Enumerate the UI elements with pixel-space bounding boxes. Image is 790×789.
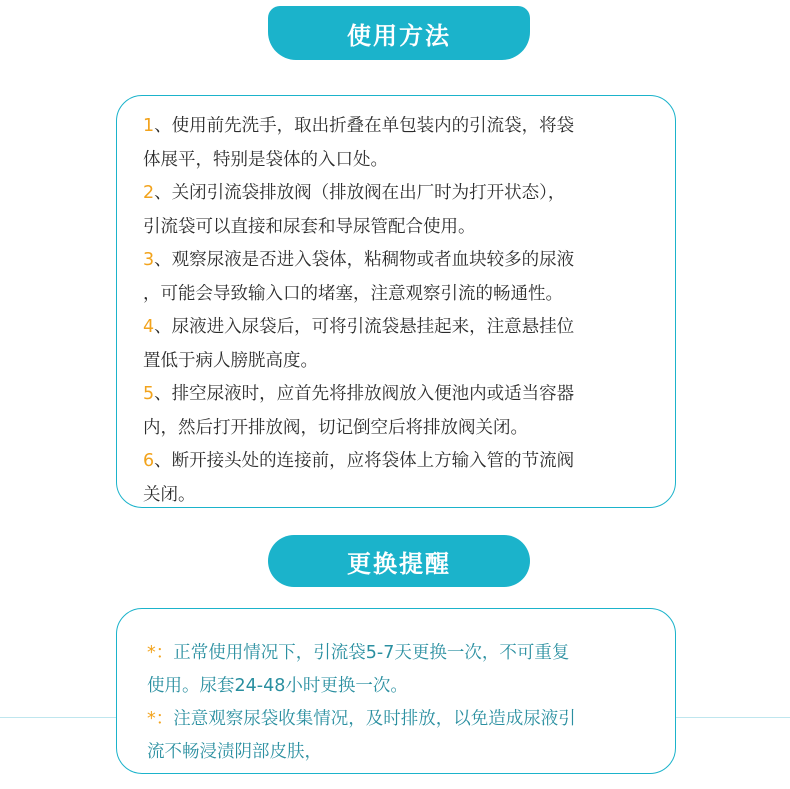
usage-item-4 bbox=[143, 311, 653, 345]
replace-item-1 bbox=[147, 637, 659, 670]
usage-item-5 bbox=[143, 378, 653, 412]
tip-text: 正常使用情况下，引流袋5-7天更换一次，不可重复 bbox=[173, 643, 570, 663]
step-number: 1 bbox=[143, 116, 155, 136]
replace-item-1-cont: 使用。尿套24-48小时更换一次。 bbox=[147, 676, 408, 696]
usage-panel bbox=[116, 95, 676, 508]
usage-title-banner bbox=[268, 6, 530, 60]
asterisk-marker: *： bbox=[147, 643, 174, 663]
step-text: 、排空尿液时，应首先将排放阀放入便池内或适当容器 bbox=[154, 384, 575, 404]
step-number: 5 bbox=[143, 384, 155, 404]
usage-item-2-cont: 引流袋可以直接和尿套和导尿管配合使用。 bbox=[143, 216, 476, 237]
usage-item-5-cont: 内，然后打开排放阀，切记倒空后将排放阀关闭。 bbox=[143, 417, 528, 438]
step-text: 、观察尿液是否进入袋体，粘稠物或者血块较多的尿液 bbox=[154, 250, 575, 270]
step-text: 、关闭引流袋排放阀（排放阀在出厂时为打开状态）， bbox=[154, 183, 566, 203]
step-number: 6 bbox=[143, 451, 155, 471]
usage-item-4-cont: 置低于病人膀胱高度。 bbox=[143, 350, 318, 371]
tip-text: 注意观察尿袋收集情况，及时排放，以免造成尿液引 bbox=[173, 709, 576, 729]
usage-item-3 bbox=[143, 244, 653, 278]
usage-title: 使用方法 bbox=[347, 21, 451, 50]
usage-item-6 bbox=[143, 445, 653, 479]
step-text: 、断开接头处的连接前，应将袋体上方输入管的节流阀 bbox=[154, 451, 575, 471]
usage-item-6-cont: 关闭。 bbox=[143, 484, 196, 505]
usage-item-2 bbox=[143, 177, 653, 211]
divider-right bbox=[676, 717, 790, 718]
step-number: 2 bbox=[143, 183, 155, 203]
step-number: 4 bbox=[143, 317, 155, 337]
usage-item-1 bbox=[143, 110, 653, 144]
replace-title-banner bbox=[268, 535, 530, 587]
replace-title: 更换提醒 bbox=[347, 549, 451, 578]
usage-item-3-cont: ，可能会导致输入口的堵塞，注意观察引流的畅通性。 bbox=[143, 283, 563, 304]
divider-left bbox=[0, 717, 116, 718]
replace-item-2-cont: 流不畅浸渍阴部皮肤， bbox=[147, 742, 322, 762]
replace-item-2 bbox=[147, 703, 659, 736]
step-text: 、使用前先洗手，取出折叠在单包装内的引流袋，将袋 bbox=[154, 116, 575, 136]
step-number: 3 bbox=[143, 250, 155, 270]
replace-panel bbox=[116, 608, 676, 774]
step-text: 、尿液进入尿袋后，可将引流袋悬挂起来，注意悬挂位 bbox=[154, 317, 575, 337]
asterisk-marker: *： bbox=[147, 709, 174, 729]
usage-item-1-cont: 体展平，特别是袋体的入口处。 bbox=[143, 149, 388, 170]
